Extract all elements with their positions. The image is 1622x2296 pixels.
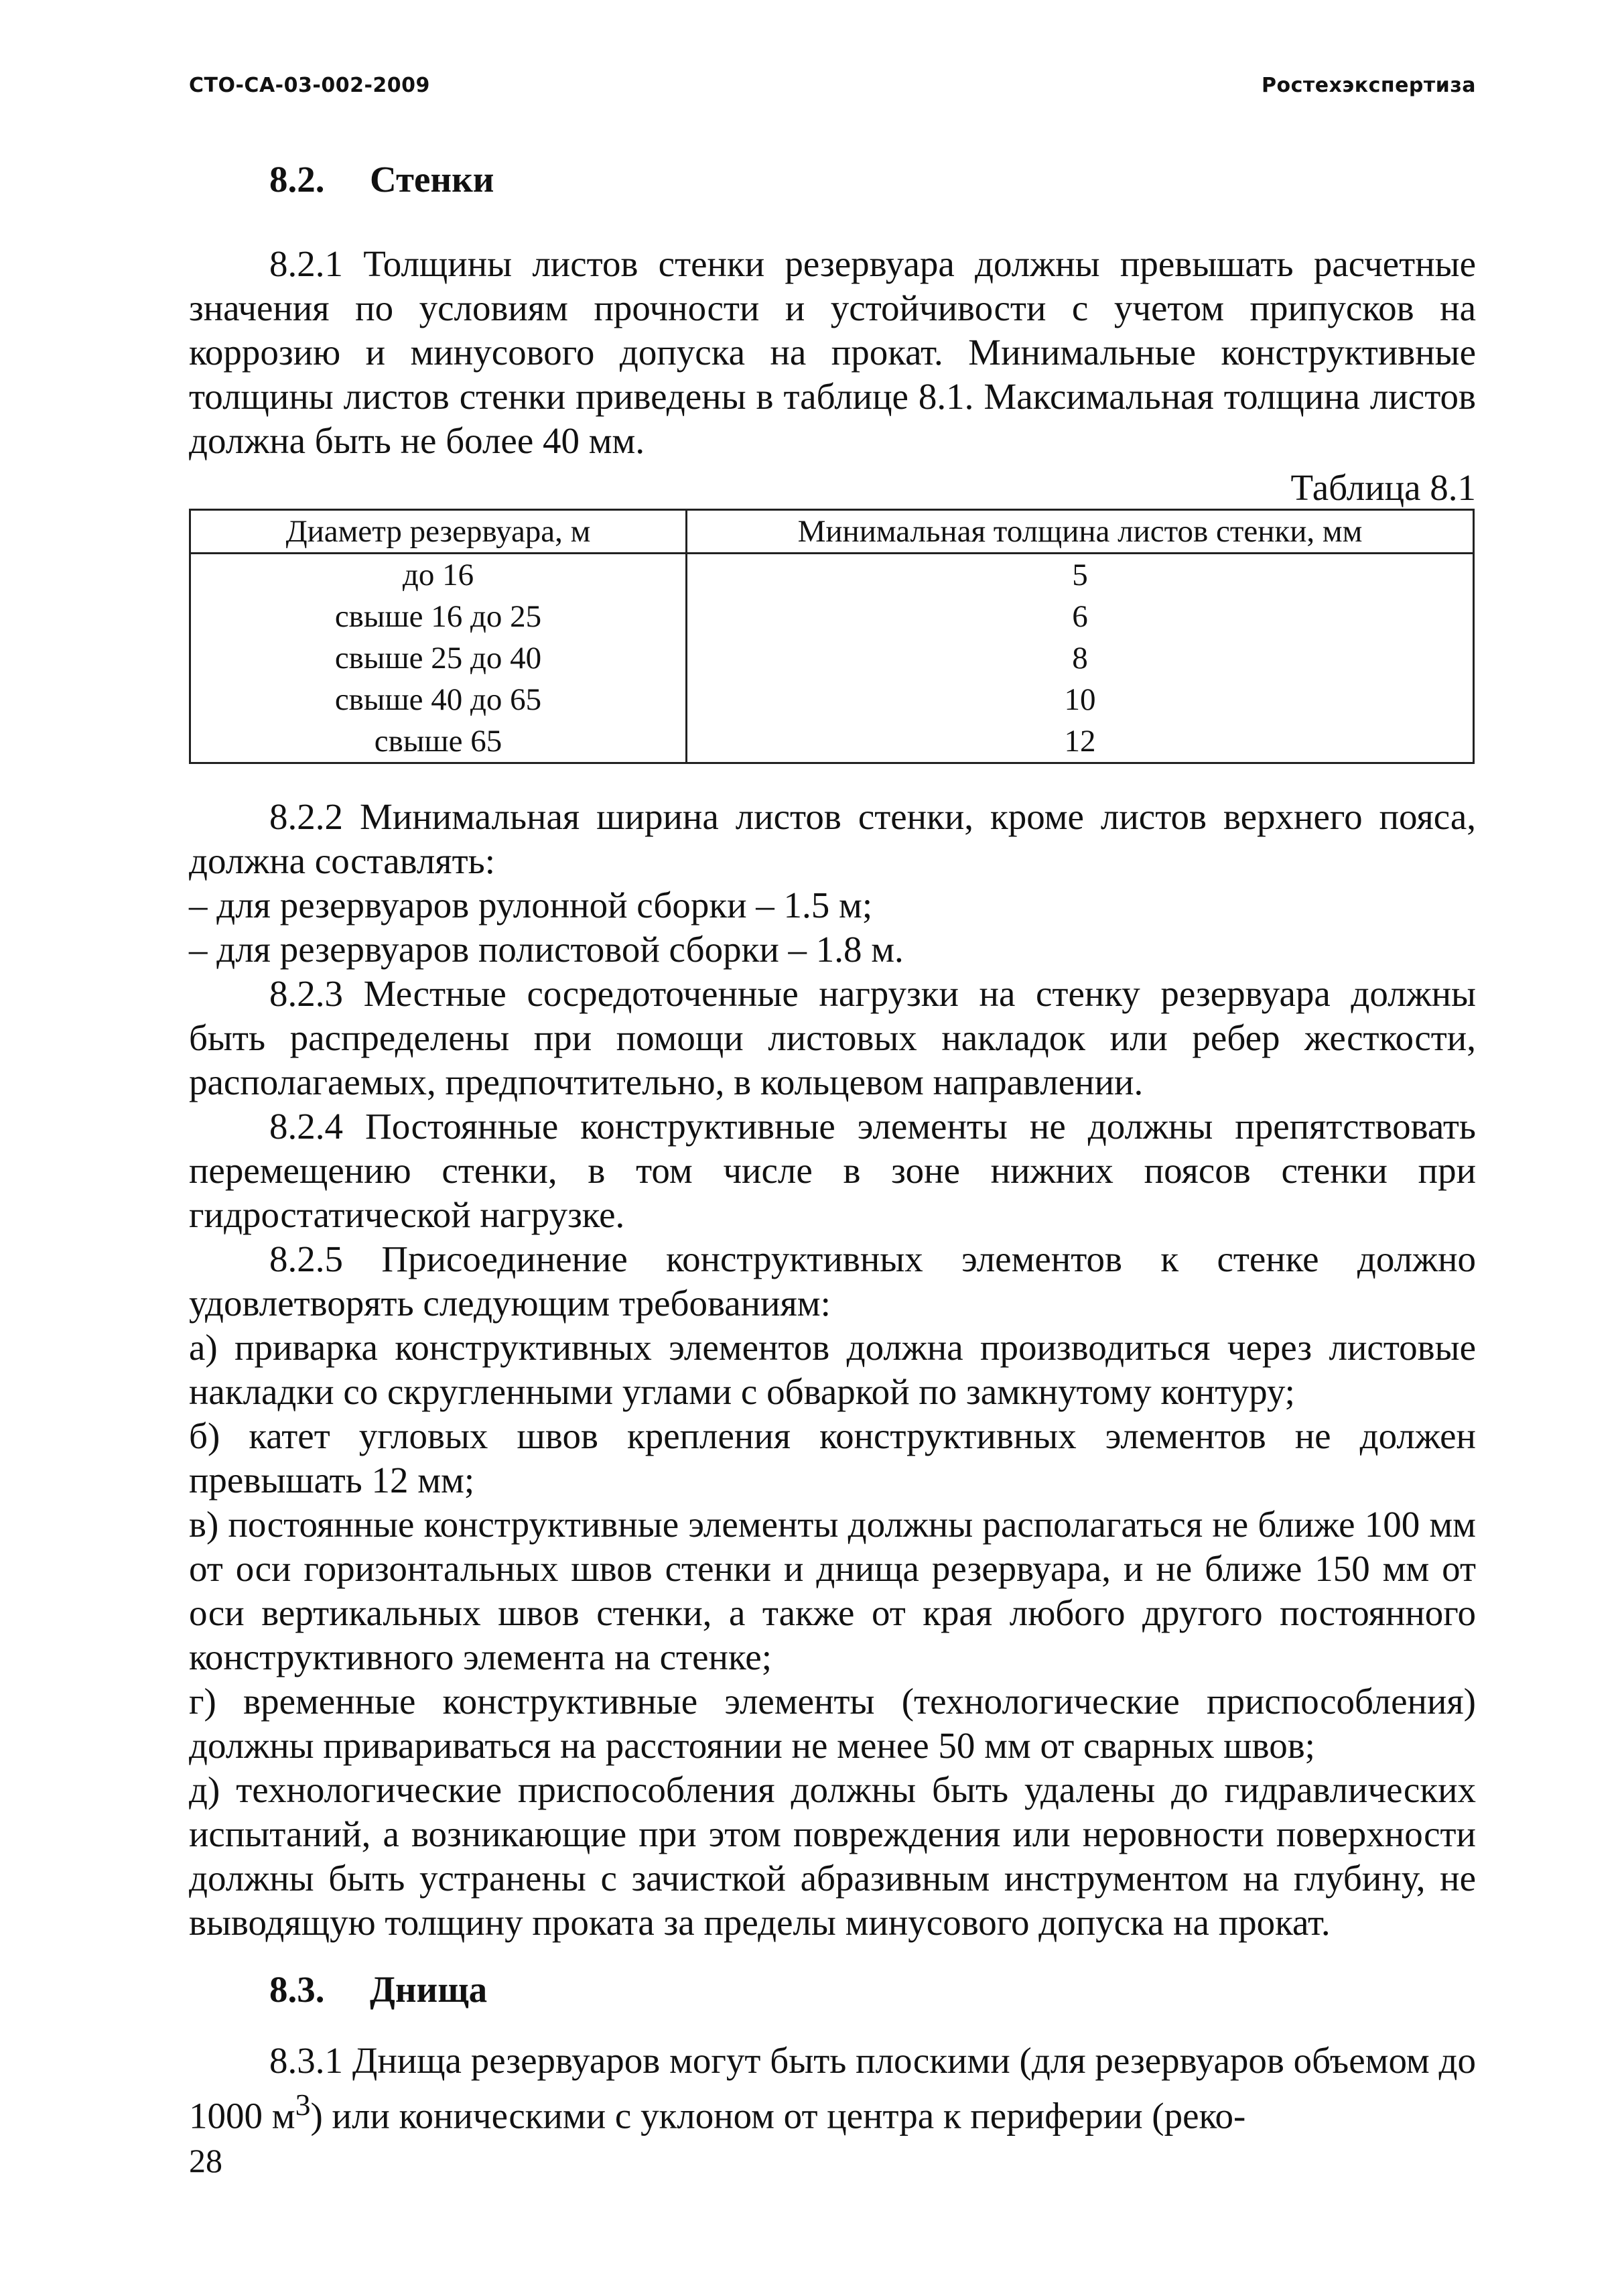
table-cell-thickness: 6 [687, 596, 1474, 637]
list-item-sheet-assembly: – для резервуаров полистовой сборки – 1.8 м. [189, 929, 904, 970]
page-body [189, 157, 1476, 2138]
list-item-b: б) катет угловых швов крепления конструктивных элементов не должен превышать 12 мм; [189, 1415, 1476, 1501]
section-heading-8-2 [189, 157, 1476, 202]
list-item-rolled-assembly: – для резервуаров рулонной сборки – 1.5 м; [189, 885, 873, 926]
organization-name: Ростехэкспертиза [1261, 74, 1476, 97]
table-cell-thickness: 12 [687, 720, 1474, 763]
section-heading-8-3 [189, 1968, 1476, 2012]
table-caption: Таблица 8.1 [1290, 467, 1476, 508]
table-cell-diameter: свыше 40 до 65 [190, 679, 687, 720]
table-cell-thickness: 8 [687, 637, 1474, 679]
table-cell-thickness: 5 [687, 554, 1474, 596]
list-item-g: г) временные конструктивные элементы (технологические приспособления) должны привариваться на расстоянии не менее 50 мм от сварных швов; [189, 1681, 1476, 1766]
table-cell-diameter: свыше 25 до 40 [190, 637, 687, 679]
table-row [190, 554, 1474, 596]
table-row [190, 637, 1474, 679]
list-item-v: в) постоянные конструктивные элементы должны располагаться не ближе 100 мм от оси горизонтальных швов стенки и днища резервуара, и не ближе 150 мм от оси вертикальных швов стенки, а также от края любого другого постоянного конструктивного элемента на стенке; [189, 1504, 1476, 1677]
section-number: 8.2. [269, 159, 325, 200]
section-title: Стенки [370, 159, 494, 200]
table-cell-diameter: свыше 65 [190, 720, 687, 763]
table-cell-thickness: 10 [687, 679, 1474, 720]
paragraph-8-2-4: 8.2.4 Постоянные конструктивные элементы не должны препятствовать перемещению стенки, в том числе в зоне нижних поясов стенки при гидростатической нагрузке. [189, 1106, 1476, 1235]
superscript-exponent: 3 [295, 2088, 311, 2122]
section-title: Днища [370, 1969, 488, 2010]
table-row [190, 720, 1474, 763]
page-number: 28 [189, 2142, 222, 2179]
document-code: СТО-СА-03-002-2009 [189, 74, 430, 97]
running-header [189, 74, 1476, 107]
paragraph-text: 8.3.1 Днища резервуаров могут быть плоскими (для резервуаров объемом до 1000 м [189, 2040, 1476, 2136]
table-cell-diameter: свыше 16 до 25 [190, 596, 687, 637]
paragraph-8-2-3: 8.2.3 Местные сосредоточенные нагрузки на стенку резервуара должны быть распределены при помощи листовых накладок или ребер жесткости, располагаемых, предпочтительно, в кольцевом направлении. [189, 973, 1476, 1102]
column-header-diameter: Диаметр резервуара, м [190, 510, 687, 554]
table-header-row [190, 510, 1474, 554]
paragraph-text-continued: ) или коническими с уклоном от центра к периферии (реко- [310, 2095, 1246, 2136]
section-number: 8.3. [269, 1969, 325, 2010]
table-row [190, 596, 1474, 637]
thickness-table [189, 509, 1475, 764]
paragraph-8-2-1: 8.2.1 Толщины листов стенки резервуара должны превышать расчетные значения по условиям прочности и устойчивости с учетом припусков на коррозию и минусового допуска на прокат. Минимальные конструктивные толщины листов стенки приведены в таблице 8.1. Максимальная толщина листов должна быть не более 40 мм. [189, 243, 1476, 461]
paragraph-8-3-1 [189, 2039, 1476, 2138]
column-header-thickness: Минимальная толщина листов стенки, мм [687, 510, 1474, 554]
paragraph-8-2-5: 8.2.5 Присоединение конструктивных элементов к стенке должно удовлетворять следующим требованиям: [189, 1238, 1476, 1324]
table-row [190, 679, 1474, 720]
table-cell-diameter: до 16 [190, 554, 687, 596]
paragraph-8-2-2: 8.2.2 Минимальная ширина листов стенки, кроме листов верхнего пояса, должна составлять: [189, 796, 1476, 881]
list-item-d: д) технологические приспособления должны быть удалены до гидравлических испытаний, а возникающие при этом повреждения или неровности поверхности должны быть устранены с зачисткой абразивным инструментом на глубину, не выводящую толщину проката за пределы минусового допуска на прокат. [189, 1769, 1476, 1943]
list-item-a: а) приварка конструктивных элементов должна производиться через листовые накладки со скругленными углами с обваркой по замкнутому контуру; [189, 1327, 1476, 1412]
